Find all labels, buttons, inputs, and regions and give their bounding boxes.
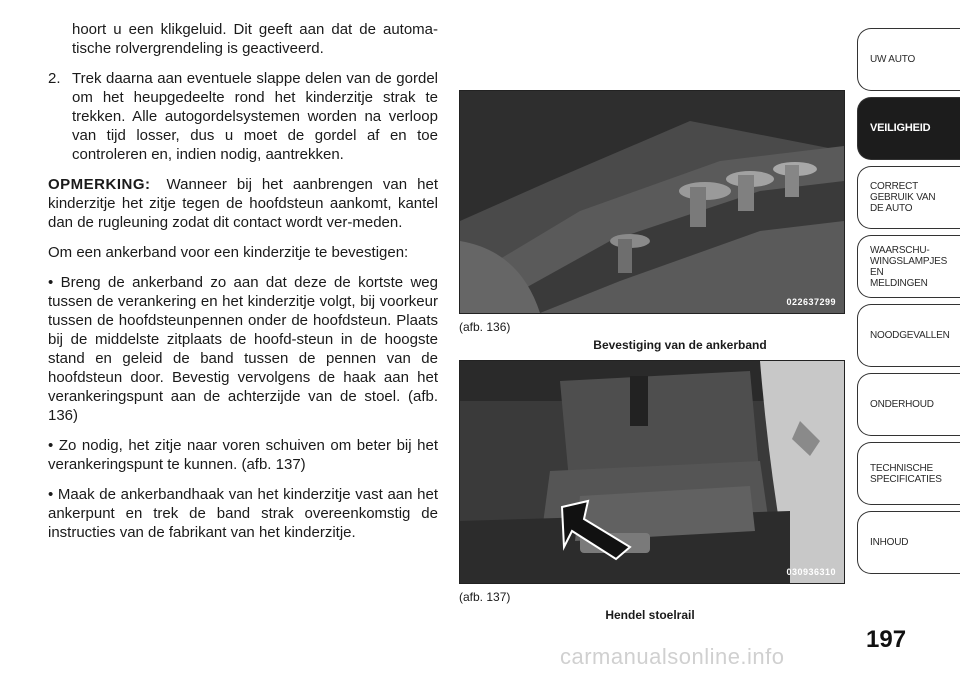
list-number: 2. bbox=[48, 70, 61, 87]
watermark: carmanualsonline.info bbox=[560, 644, 785, 669]
tab-label: ONDERHOUD bbox=[870, 399, 934, 410]
tab-label: NOODGEVALLEN bbox=[870, 330, 950, 341]
bullet-3: • Maak de ankerbandhaak van het kinderzitje vast aan het ankerpunt en trek de band strak overeenkomstig de instructies van de fabrikant van het kinderzitje. bbox=[48, 486, 438, 541]
bullet-2: • Zo nodig, het zitje naar voren schuiven om beter bij het verankeringspunt te kunnen. (afb. 137) bbox=[48, 437, 438, 473]
tab-label: INHOUD bbox=[870, 537, 909, 548]
figure-caption: Bevestiging van de ankerband bbox=[593, 338, 767, 352]
note-paragraph bbox=[48, 175, 438, 232]
figure-seat-rail-photo bbox=[459, 360, 845, 584]
list-item-text: Trek daarna aan eventuele slappe delen van de gordel om het heupgedeelte rond het kinderzitje strak te trekken. Alle autogordelsystemen worden na verloop van tijd losser, dus u moet de gordel af en toe controleren en, indien nodig, aantrekken. bbox=[72, 70, 438, 163]
figure-ref: (afb. 136) bbox=[459, 320, 511, 334]
figure-ref: (afb. 137) bbox=[459, 590, 511, 604]
note-text: Wanneer bij het aanbrengen van het kinderzitje het zitje tegen de hoofdsteun aankomt, kantel dan de rugleuning zodat dit contact wordt ver-meden. bbox=[48, 176, 438, 231]
tab-onderhoud[interactable] bbox=[857, 373, 960, 436]
tab-veiligheid[interactable] bbox=[857, 97, 960, 160]
figure-code: 022637299 bbox=[786, 297, 836, 307]
page-number: 197 bbox=[866, 626, 907, 653]
tab-noodgevallen[interactable] bbox=[857, 304, 960, 367]
tab-label: TECHNISCHE SPECIFICATIES bbox=[870, 462, 942, 485]
intro-paragraph: Om een ankerband voor een kinderzitje te bevestigen: bbox=[48, 244, 409, 261]
note-label: OPMERKING: bbox=[48, 176, 151, 193]
bullet-1: • Breng de ankerband zo aan dat deze de kortste weg tussen de verankering en het kinderzitje volgt, bij voorkeur tussen de hoofdsteunpennen onder de hoofdsteun. Plaats bij de middelste zitplaats de hoofd-steun in de hoogste stand en geleid de band tussen de pennen van de hoofdsteun door. Bevestig vervolgens de haak aan het verankeringspunt aan de achterzijde van de stoel. (afb. 136) bbox=[48, 274, 438, 424]
figure-anchor-strap-photo bbox=[459, 90, 845, 314]
seat-rail-illustration bbox=[460, 361, 844, 583]
body-text bbox=[48, 20, 438, 553]
tab-label: CORRECT GEBRUIK VAN DE AUTO bbox=[870, 181, 936, 214]
tab-label: UW AUTO bbox=[870, 54, 916, 65]
figure-code: 030936310 bbox=[786, 567, 836, 577]
tab-uw-auto[interactable] bbox=[857, 28, 960, 91]
tab-label: WAARSCHU-WINGSLAMPJES EN MELDINGEN bbox=[870, 244, 948, 289]
figure-caption: Hendel stoelrail bbox=[605, 608, 695, 622]
chapter-tabs bbox=[857, 28, 960, 580]
seat-back-illustration bbox=[460, 91, 844, 313]
tab-technische-specificaties[interactable] bbox=[857, 442, 960, 505]
tab-inhoud[interactable] bbox=[857, 511, 960, 574]
tab-waarschuwingslampjes[interactable] bbox=[857, 235, 960, 298]
paragraph-continuation: hoort u een klikgeluid. Dit geeft aan dat de automa-tische rolvergrendeling is geactiveerd. bbox=[72, 21, 438, 57]
list-item-2 bbox=[48, 69, 438, 164]
tab-label: VEILIGHEID bbox=[870, 122, 931, 134]
tab-correct-gebruik[interactable] bbox=[857, 166, 960, 229]
